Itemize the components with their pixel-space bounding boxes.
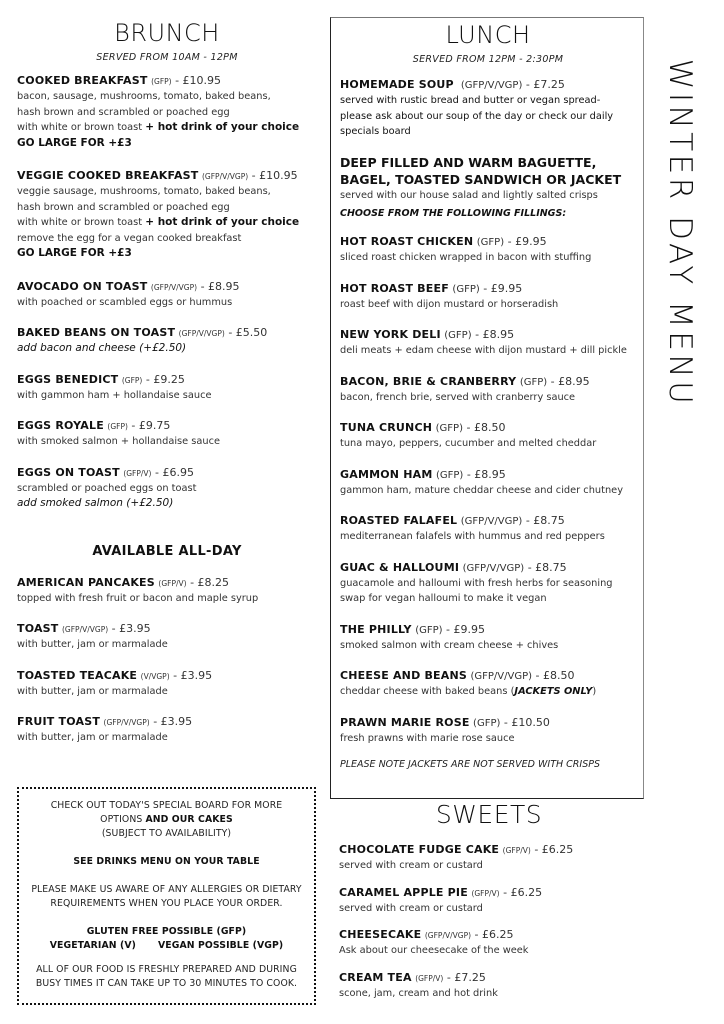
item-tags: (GFP/V/VGP) (150, 282, 198, 292)
menu-item-tuna-crunch (340, 420, 636, 452)
item-tags: (GFP/V/VGP) (62, 625, 109, 634)
item-name: BACON, BRIE & CRANBERRY (340, 374, 517, 388)
item-tags: (GFP) (435, 423, 463, 434)
item-tags: (GFP) (121, 375, 143, 385)
item-desc: served with cream or custard (339, 902, 483, 914)
item-desc: with smoked salmon + hollandaise sauce (17, 436, 221, 447)
sweets-section (339, 800, 639, 1001)
item-name: HOT ROAST CHICKEN (340, 235, 474, 248)
item-desc: mediterranean falafels with hummus and red peppers (340, 531, 605, 542)
item-price: - £9.25 (145, 372, 185, 386)
item-desc: served with cream or custard (339, 860, 483, 871)
item-tags: (GFP/V/VGP) (470, 671, 533, 682)
item-desc: tuna mayo, peppers, cucumber and melted cheddar (340, 438, 597, 449)
menu-item-hot-roast-beef (340, 281, 636, 313)
item-name: TOAST (17, 622, 59, 635)
item-name: CHEESE AND BEANS (340, 669, 467, 682)
item-price: - £8.75 (525, 514, 565, 527)
item-tags: (GFP) (476, 237, 505, 248)
menu-item-cream-tea (339, 970, 639, 1002)
item-price: - £9.95 (507, 235, 547, 248)
item-desc: remove the egg for a vegan cooked breakfast (17, 232, 242, 244)
item-name: AMERICAN PANCAKES (17, 575, 155, 589)
go-large-note: GO LARGE FOR +£3 (17, 136, 132, 149)
menu-item-baked-beans-on-toast (17, 325, 317, 357)
item-price: - £8.95 (200, 279, 240, 293)
item-price: - £3.95 (153, 715, 193, 728)
item-tags: (GFP/V/VGP) (462, 562, 525, 574)
sweets-title: SWEETS (435, 800, 543, 829)
item-price: - £8.95 (466, 467, 506, 481)
item-price: - £8.50 (466, 421, 506, 434)
item-desc: fresh prawns with marie rose sauce (340, 732, 515, 744)
menu-side-title (645, 18, 715, 448)
specials-note-availability: (SUBJECT TO AVAILABILITY) (101, 828, 232, 839)
fresh-note-line2: BUSY TIMES IT CAN TAKE UP TO 30 MINUTES TO COOK. (35, 978, 298, 989)
baguette-heading (340, 154, 636, 204)
menu-item-new-york-deli (340, 327, 636, 359)
item-tags: (GFP) (107, 422, 128, 431)
item-price: - £10.95 (175, 74, 222, 87)
baguette-title-line1: DEEP FILLED AND WARM BAGUETTE, (340, 154, 597, 170)
item-tags: (GFP) (473, 717, 501, 729)
item-name: EGGS ON TOAST (17, 465, 120, 479)
item-name: TOASTED TEACAKE (17, 668, 138, 682)
brunch-hours: SERVED FROM 10AM - 12PM (96, 52, 238, 63)
item-price: - £8.50 (535, 669, 575, 682)
item-name: GAMMON HAM (340, 467, 433, 481)
item-name: NEW YORK DELI (340, 328, 441, 341)
item-name: COOKED BREAKFAST (17, 74, 148, 87)
item-price: - £8.25 (190, 575, 230, 589)
item-desc: with butter, jam or marmalade (17, 732, 168, 743)
item-tags: (GFP/V/VGP) (178, 329, 225, 338)
item-price: - £9.95 (446, 622, 485, 636)
menu-item-toasted-teacake (17, 668, 317, 700)
lunch-section (330, 17, 644, 799)
item-desc: sliced roast chicken wrapped in bacon with stuffing (340, 252, 592, 263)
baguette-title-line2: BAGEL, TOASTED SANDWICH OR JACKET (340, 171, 622, 187)
item-name: HOMEMADE SOUP (340, 78, 454, 91)
item-desc: scone, jam, cream and hot drink (339, 987, 498, 999)
item-desc (17, 120, 317, 136)
item-tags: (GFP/V/VGP) (460, 516, 523, 527)
lunch-hours: SERVED FROM 12PM - 2:30PM (412, 54, 564, 65)
specials-note-cakes: AND OUR CAKES (145, 814, 233, 825)
item-addon: add bacon and cheese (+£2.50) (17, 342, 187, 354)
legend-gfp: GLUTEN FREE POSSIBLE (GFP) (86, 926, 247, 937)
item-tags: (GFP/V/VGP) (202, 172, 249, 181)
item-tags: (GFP) (436, 469, 464, 481)
item-name: BAKED BEANS ON TOAST (17, 326, 176, 339)
baguette-desc: served with our house salad and lightly salted crisps (340, 189, 598, 201)
item-tags: (GFP/V/VGP) (424, 931, 472, 940)
item-desc: smoked salmon with cream cheese + chives (340, 639, 559, 651)
lunch-title: LUNCH (445, 21, 531, 49)
item-tags: (GFP/V/VGP) (103, 718, 150, 727)
item-desc: guacamole and halloumi with fresh herbs for seasoning (340, 577, 613, 589)
item-price: - £3.95 (111, 622, 151, 635)
item-desc: with gammon ham + hollandaise sauce (17, 389, 212, 401)
item-name: EGGS ROYALE (17, 419, 104, 432)
menu-item-caramel-apple-pie (339, 885, 639, 917)
item-desc: scrambled or poached eggs on toast (17, 482, 197, 494)
menu-item-the-philly (340, 622, 636, 654)
item-price: - £10.95 (251, 169, 298, 182)
item-price: - £7.25 (525, 78, 565, 91)
item-desc-text: with white or brown toast (17, 122, 143, 133)
item-desc: bacon, french brie, served with cranberry sauce (340, 391, 576, 403)
item-tags: (GFP/V) (123, 468, 152, 478)
choose-fillings-label: CHOOSE FROM THE FOLLOWING FILLINGS: (340, 208, 567, 219)
item-name: TUNA CRUNCH (340, 421, 433, 434)
item-tags: (GFP/V/VGP) (460, 80, 523, 91)
item-price: - £5.50 (228, 326, 268, 339)
item-tags: (GFP) (415, 624, 443, 636)
fresh-note-line1: ALL OF OUR FOOD IS FRESHLY PREPARED AND DURING (36, 964, 297, 975)
item-name: VEGGIE COOKED BREAKFAST (17, 169, 199, 182)
item-desc-text: with white or brown toast (17, 217, 143, 228)
item-tags: (GFP/V) (415, 973, 444, 983)
menu-item-bacon-brie-cranberry (340, 374, 636, 406)
jackets-only-note: JACKETS ONLY (514, 686, 593, 697)
item-desc: veggie sausage, mushrooms, tomato, baked beans, (17, 186, 271, 197)
item-price: - £6.25 (474, 928, 514, 941)
drinks-menu-note: SEE DRINKS MENU ON YOUR TABLE (73, 856, 260, 867)
item-price: - £8.75 (527, 560, 567, 574)
specials-note-options: OPTIONS (100, 814, 143, 825)
item-name: THE PHILLY (340, 622, 412, 636)
menu-item-eggs-royale (17, 418, 317, 450)
item-desc: gammon ham, mature cheddar cheese and cider chutney (340, 484, 623, 496)
item-tags: (GFP) (151, 77, 172, 86)
winter-day-menu-title: WINTER DAY MENU (662, 58, 698, 408)
allergy-note-line1: PLEASE MAKE US AWARE OF ANY ALLERGIES OR DIETARY (31, 884, 302, 895)
menu-item-gammon-ham (340, 467, 636, 499)
item-desc-bold: + hot drink of your choice (145, 216, 300, 228)
item-price: - £3.95 (173, 668, 213, 682)
item-desc: hash brown and scrambled or poached egg (17, 106, 230, 118)
item-name: ROASTED FALAFEL (340, 514, 458, 527)
item-name: CHEESECAKE (339, 928, 422, 941)
item-desc: specials board (340, 126, 411, 137)
item-addon: add smoked salmon (+£2.50) (17, 497, 174, 509)
legend-vgp: VEGAN POSSIBLE (VGP) (157, 940, 284, 951)
item-desc-text: cheddar cheese with baked beans ( (340, 686, 515, 697)
item-desc (17, 215, 317, 231)
allergy-note-line2: REQUIREMENTS WHEN YOU PLACE YOUR ORDER. (50, 898, 283, 909)
item-tags: (GFP) (444, 330, 472, 341)
item-desc: served with rustic bread and butter or vegan spread- (340, 95, 601, 106)
item-desc: Ask about our cheesecake of the week (339, 945, 529, 956)
menu-item-homemade-soup (340, 77, 636, 140)
item-desc: with butter, jam or marmalade (17, 639, 168, 650)
item-name: AVOCADO ON TOAST (17, 279, 148, 293)
item-desc: with butter, jam or marmalade (17, 685, 168, 697)
item-desc: with poached or scambled eggs or hummus (17, 296, 233, 308)
legend-v: VEGETARIAN (V) (49, 940, 136, 951)
item-desc: hash brown and scrambled or poached egg (17, 201, 230, 213)
go-large-note: GO LARGE FOR +£3 (17, 247, 132, 259)
item-name: CHOCOLATE FUDGE CAKE (339, 843, 500, 856)
menu-item-guac-halloumi (340, 560, 636, 607)
item-name: CREAM TEA (339, 970, 412, 984)
item-tags: (GFP) (519, 376, 548, 388)
item-desc (340, 684, 636, 700)
item-price: - £6.25 (503, 885, 543, 899)
brunch-section (17, 18, 317, 761)
item-desc: please ask about our soup of the day or check our daily (340, 110, 614, 122)
all-day-title: AVAILABLE ALL-DAY (92, 543, 242, 559)
menu-item-american-pancakes (17, 575, 317, 607)
item-desc-bold: + hot drink of your choice (145, 121, 300, 133)
item-price: - £9.95 (483, 281, 523, 295)
item-price: - £8.95 (475, 328, 515, 341)
menu-item-cooked-breakfast (17, 73, 317, 151)
brunch-title: BRUNCH (114, 19, 220, 47)
specials-note-line1: CHECK OUT TODAY'S SPECIAL BOARD FOR MORE (50, 800, 283, 811)
item-desc: bacon, sausage, mushrooms, tomato, baked beans, (17, 91, 271, 102)
menu-item-chocolate-fudge-cake (339, 842, 639, 874)
item-tags: (GFP) (452, 283, 480, 295)
menu-item-roasted-falafel (340, 513, 636, 545)
item-tags: (GFP/V) (502, 846, 531, 855)
menu-item-avocado-on-toast (17, 279, 317, 311)
item-name: EGGS BENEDICT (17, 372, 119, 386)
item-price: - £6.95 (154, 465, 194, 479)
item-desc: roast beef with dijon mustard or horseradish (340, 298, 559, 310)
menu-item-eggs-on-toast (17, 465, 317, 512)
item-name: PRAWN MARIE ROSE (340, 715, 470, 729)
item-name: HOT ROAST BEEF (340, 281, 449, 295)
item-name: CARAMEL APPLE PIE (339, 885, 468, 899)
menu-item-veggie-cooked-breakfast (17, 168, 317, 262)
item-desc-text: ) (592, 686, 597, 697)
menu-item-cheesecake (339, 927, 639, 959)
item-desc: swap for vegan halloumi to make it vegan (340, 593, 547, 604)
menu-item-cheese-and-beans (340, 668, 636, 700)
item-price: - £7.25 (446, 970, 486, 984)
item-tags: (GFP/V) (471, 888, 500, 898)
menu-item-hot-roast-chicken (340, 234, 636, 266)
item-desc: deli meats + edam cheese with dijon mustard + dill pickle (340, 345, 627, 356)
menu-item-toast (17, 621, 317, 653)
item-price: - £8.95 (550, 374, 590, 388)
jackets-crisps-note: PLEASE NOTE JACKETS ARE NOT SERVED WITH CRISPS (340, 759, 600, 770)
menu-item-fruit-toast (17, 714, 317, 746)
menu-item-eggs-benedict (17, 372, 317, 404)
item-name: GUAC & HALLOUMI (340, 560, 460, 574)
item-name: FRUIT TOAST (17, 715, 101, 728)
item-tags: (V/VGP) (140, 671, 170, 681)
item-price: - £10.50 (503, 715, 550, 729)
item-desc: topped with fresh fruit or bacon and maple syrup (17, 592, 259, 604)
menu-item-prawn-marie-rose (340, 715, 636, 747)
item-price: - £9.75 (131, 419, 171, 432)
item-price: - £6.25 (534, 843, 574, 856)
item-tags: (GFP/V) (158, 578, 187, 588)
info-box (17, 787, 316, 1005)
